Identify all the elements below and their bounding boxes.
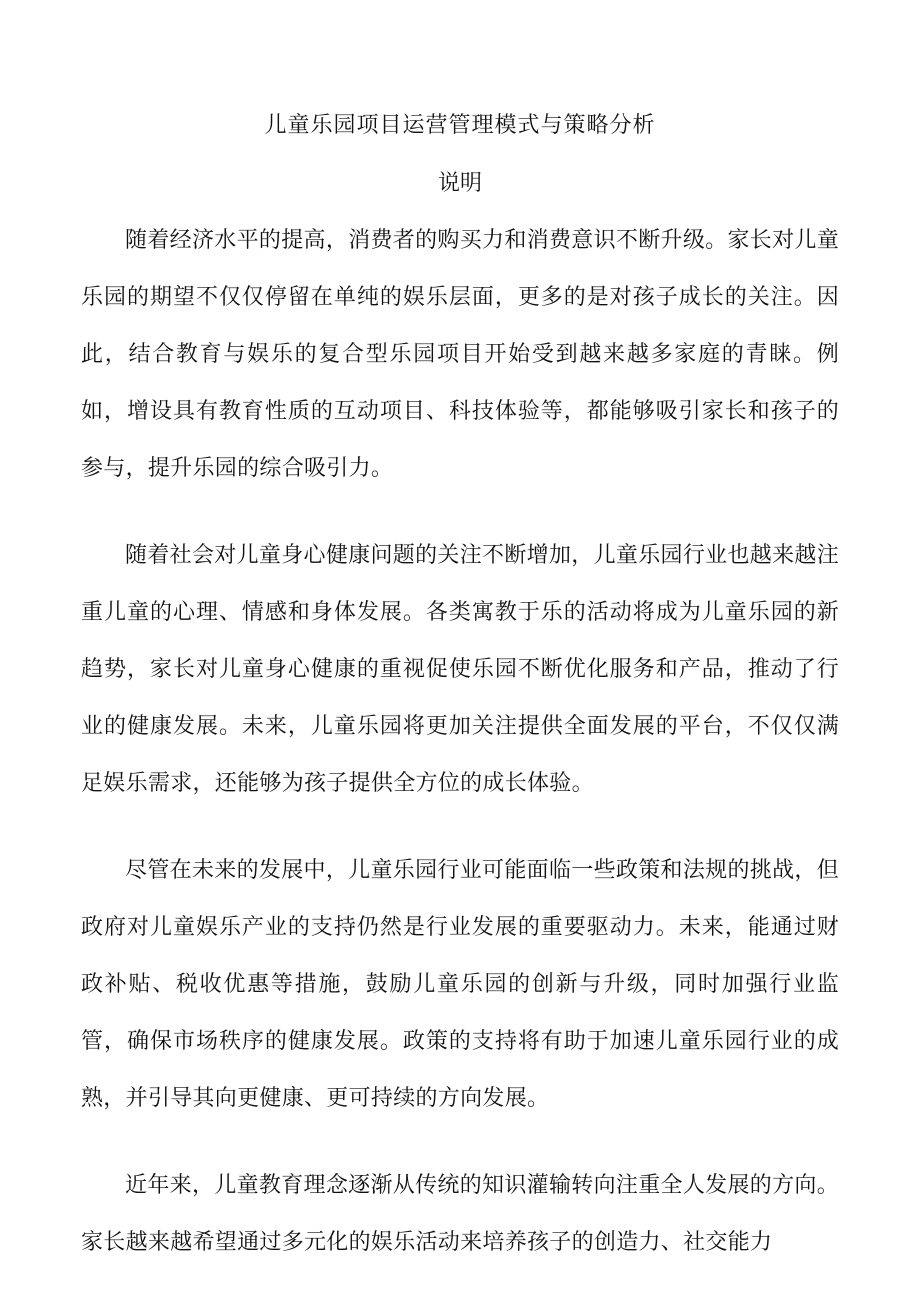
paragraph-3: 尽管在未来的发展中，儿童乐园行业可能面临一些政策和法规的挑战，但政府对儿童娱乐产业的支持仍然是行业发展的重要驱动力。未来，能通过财政补贴、税收优惠等措施，鼓励儿童乐园的创新与升级，同时加强行业监管，确保市场秩序的健康发展。政策的支持将有助于加速儿童乐园行业的成熟，并引导其向更健康、更可持续的方向发展。 [81, 858, 839, 1111]
paragraph-4: 近年来，儿童教育理念逐渐从传统的知识灌输转向注重全人发展的方向。家长越来越希望通过多元化的娱乐活动来培养孩子的创造力、社交能力 [81, 1173, 839, 1255]
paragraph-2: 随着社会对儿童身心健康问题的关注不断增加，儿童乐园行业也越来越注重儿童的心理、情感和身体发展。各类寓教于乐的活动将成为儿童乐园的新趋势，家长对儿童身心健康的重视促使乐园不断优化服务和产品，推动了行业的健康发展。未来，儿童乐园将更加关注提供全面发展的平台，不仅仅满足娱乐需求，还能够为孩子提供全方位的成长体验。 [81, 543, 839, 796]
document-subtitle: 说明 [437, 171, 482, 196]
paragraph-1: 随着经济水平的提高，消费者的购买力和消费意识不断升级。家长对儿童乐园的期望不仅仅停留在单纯的娱乐层面，更多的是对孩子成长的关注。因此，结合教育与娱乐的复合型乐园项目开始受到越来越多家庭的青睐。例如，增设具有教育性质的互动项目、科技体验等，都能够吸引家长和孩子的参与，提升乐园的综合吸引力。 [81, 228, 839, 481]
document-title: 儿童乐园项目运营管理模式与策略分析 [264, 113, 656, 138]
document-body [81, 212, 839, 1301]
